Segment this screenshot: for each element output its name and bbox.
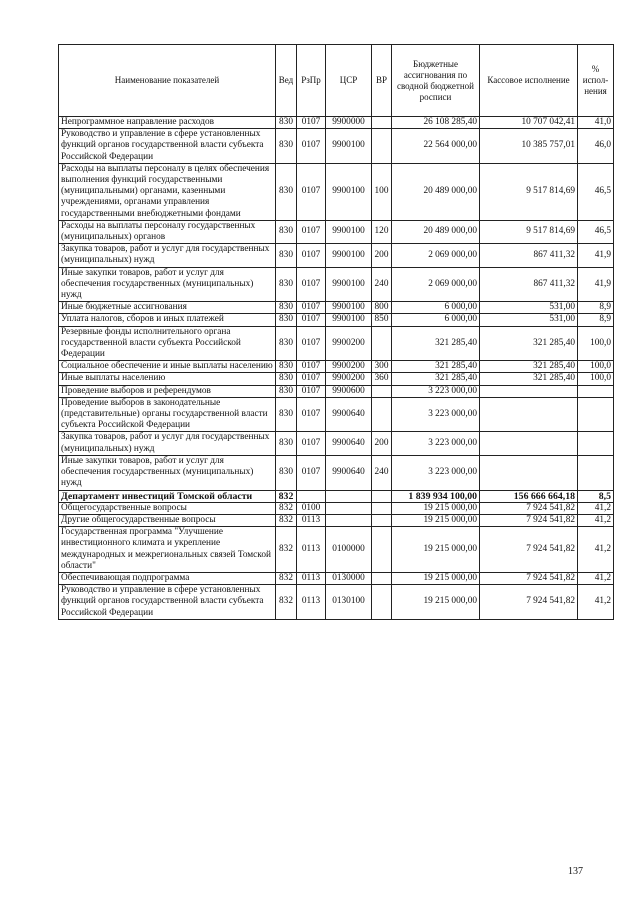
cell-budget: 6 000,00 (392, 302, 480, 314)
cell-ved: 830 (276, 117, 297, 129)
cell-rzpr: 0113 (297, 527, 326, 573)
cell-pct: 41,0 (578, 117, 614, 129)
cell-budget: 3 223 000,00 (392, 385, 480, 397)
cell-vr (372, 585, 392, 620)
cell-pct: 8,5 (578, 490, 614, 502)
cell-cash: 156 666 664,18 (480, 490, 578, 502)
table-row (59, 361, 614, 373)
cell-vr (372, 385, 392, 397)
cell-ved: 830 (276, 385, 297, 397)
cell-cash: 9 517 814,69 (480, 220, 578, 243)
cell-cash: 321 285,40 (480, 361, 578, 373)
cell-name: Расходы на выплаты персоналу государственных (муниципальных) органов (59, 220, 276, 243)
cell-name: Социальное обеспечение и иные выплаты населению (59, 361, 276, 373)
cell-cash: 7 924 541,82 (480, 527, 578, 573)
cell-cash: 7 924 541,82 (480, 502, 578, 514)
cell-pct: 8,9 (578, 314, 614, 326)
header-rzpr: РзПр (297, 45, 326, 117)
cell-pct: 41,2 (578, 585, 614, 620)
cell-vr: 240 (372, 267, 392, 302)
cell-csr (326, 502, 372, 514)
cell-ved: 830 (276, 361, 297, 373)
cell-rzpr: 0107 (297, 385, 326, 397)
header-csr: ЦСР (326, 45, 372, 117)
cell-name: Обеспечивающая подпрограмма (59, 572, 276, 584)
table-row (59, 514, 614, 526)
cell-cash: 867 411,32 (480, 244, 578, 267)
cell-cash (480, 397, 578, 432)
table-row (59, 267, 614, 302)
cell-name: Закупка товаров, работ и услуг для государственных (муниципальных) нужд (59, 244, 276, 267)
cell-csr: 9900640 (326, 455, 372, 490)
cell-csr: 9900200 (326, 373, 372, 385)
cell-vr: 240 (372, 455, 392, 490)
cell-vr (372, 572, 392, 584)
table-row (59, 373, 614, 385)
cell-pct: 41,2 (578, 527, 614, 573)
cell-vr: 850 (372, 314, 392, 326)
cell-rzpr: 0107 (297, 163, 326, 220)
cell-budget: 19 215 000,00 (392, 527, 480, 573)
cell-name: Иные закупки товаров, работ и услуг для обеспечения государственных (муниципальных) нужд (59, 267, 276, 302)
cell-budget: 321 285,40 (392, 373, 480, 385)
cell-name: Проведение выборов в законодательные (представительные) органы государственной власти субъекта Российской Федерации (59, 397, 276, 432)
cell-csr: 9900100 (326, 314, 372, 326)
cell-ved: 830 (276, 244, 297, 267)
cell-name: Иные выплаты населению (59, 373, 276, 385)
cell-vr: 800 (372, 302, 392, 314)
cell-name: Руководство и управление в сфере установленных функций органов государственной власти субъекта Российской Федерации (59, 585, 276, 620)
cell-pct: 100,0 (578, 373, 614, 385)
table-row (59, 129, 614, 164)
cell-csr: 9900100 (326, 244, 372, 267)
cell-cash: 7 924 541,82 (480, 572, 578, 584)
cell-rzpr: 0113 (297, 585, 326, 620)
cell-name: Иные бюджетные ассигнования (59, 302, 276, 314)
cell-cash: 10 385 757,01 (480, 129, 578, 164)
cell-csr: 9900200 (326, 361, 372, 373)
cell-budget: 19 215 000,00 (392, 585, 480, 620)
table-row (59, 385, 614, 397)
cell-cash: 321 285,40 (480, 373, 578, 385)
cell-name: Департамент инвестиций Томской области (59, 490, 276, 502)
cell-budget: 19 215 000,00 (392, 514, 480, 526)
cell-rzpr: 0107 (297, 455, 326, 490)
cell-cash (480, 455, 578, 490)
header-row (59, 45, 614, 117)
table-row (59, 432, 614, 455)
table-row (59, 397, 614, 432)
cell-rzpr: 0107 (297, 267, 326, 302)
cell-name: Руководство и управление в сфере установленных функций органов государственной власти субъекта Российской Федерации (59, 129, 276, 164)
table-row (59, 326, 614, 361)
cell-vr (372, 514, 392, 526)
cell-csr: 9900100 (326, 220, 372, 243)
table-row (59, 220, 614, 243)
cell-pct (578, 397, 614, 432)
header-budget: Бюджетные ассигнования по сводной бюджетной росписи (392, 45, 480, 117)
cell-rzpr: 0107 (297, 244, 326, 267)
cell-rzpr: 0107 (297, 302, 326, 314)
cell-rzpr: 0113 (297, 514, 326, 526)
cell-ved: 830 (276, 163, 297, 220)
cell-csr (326, 514, 372, 526)
header-vr: ВР (372, 45, 392, 117)
cell-rzpr: 0107 (297, 117, 326, 129)
cell-pct: 100,0 (578, 326, 614, 361)
cell-pct: 41,2 (578, 572, 614, 584)
cell-ved: 830 (276, 455, 297, 490)
table-row (59, 527, 614, 573)
cell-ved: 832 (276, 572, 297, 584)
cell-csr: 9900600 (326, 385, 372, 397)
table-body (59, 117, 614, 620)
cell-ved: 830 (276, 397, 297, 432)
cell-pct: 41,2 (578, 502, 614, 514)
table-row (59, 572, 614, 584)
cell-pct: 46,0 (578, 129, 614, 164)
cell-rzpr: 0107 (297, 129, 326, 164)
cell-vr: 360 (372, 373, 392, 385)
header-cash: Кассовое исполнение (480, 45, 578, 117)
cell-budget: 20 489 000,00 (392, 163, 480, 220)
cell-ved: 830 (276, 314, 297, 326)
cell-cash: 867 411,32 (480, 267, 578, 302)
cell-rzpr: 0107 (297, 373, 326, 385)
cell-ved: 830 (276, 267, 297, 302)
cell-name: Резервные фонды исполнительного органа государственной власти субъекта Российской Федерации (59, 326, 276, 361)
header-pct: % испол-нения (578, 45, 614, 117)
cell-vr: 200 (372, 432, 392, 455)
cell-vr: 300 (372, 361, 392, 373)
cell-csr: 0130100 (326, 585, 372, 620)
table-row (59, 314, 614, 326)
cell-budget: 26 108 285,40 (392, 117, 480, 129)
cell-csr (326, 490, 372, 502)
cell-name: Проведение выборов и референдумов (59, 385, 276, 397)
cell-budget: 3 223 000,00 (392, 397, 480, 432)
cell-rzpr: 0107 (297, 314, 326, 326)
cell-budget: 1 839 934 100,00 (392, 490, 480, 502)
header-ved: Вед (276, 45, 297, 117)
cell-name: Непрограммное направление расходов (59, 117, 276, 129)
cell-ved: 832 (276, 490, 297, 502)
table-row (59, 585, 614, 620)
cell-csr: 9900100 (326, 129, 372, 164)
cell-pct: 100,0 (578, 361, 614, 373)
cell-ved: 830 (276, 326, 297, 361)
cell-ved: 832 (276, 585, 297, 620)
cell-budget: 19 215 000,00 (392, 502, 480, 514)
cell-vr: 100 (372, 163, 392, 220)
table-row (59, 117, 614, 129)
cell-pct (578, 455, 614, 490)
cell-budget: 22 564 000,00 (392, 129, 480, 164)
cell-name: Другие общегосударственные вопросы (59, 514, 276, 526)
cell-ved: 830 (276, 220, 297, 243)
cell-pct: 41,9 (578, 244, 614, 267)
cell-pct: 46,5 (578, 163, 614, 220)
cell-cash: 531,00 (480, 314, 578, 326)
cell-ved: 830 (276, 129, 297, 164)
cell-cash (480, 385, 578, 397)
cell-csr: 9900100 (326, 302, 372, 314)
cell-vr: 120 (372, 220, 392, 243)
cell-vr (372, 490, 392, 502)
cell-csr: 9900200 (326, 326, 372, 361)
cell-budget: 2 069 000,00 (392, 267, 480, 302)
header-name: Наименование показателей (59, 45, 276, 117)
cell-name: Общегосударственные вопросы (59, 502, 276, 514)
cell-csr: 9900640 (326, 397, 372, 432)
cell-rzpr: 0107 (297, 220, 326, 243)
cell-name: Иные закупки товаров, работ и услуг для обеспечения государственных (муниципальных) нужд (59, 455, 276, 490)
cell-csr: 9900000 (326, 117, 372, 129)
cell-name: Государственная программа "Улучшение инвестиционного климата и укрепление международных и межрегиональных связей Томской области" (59, 527, 276, 573)
cell-cash (480, 432, 578, 455)
cell-budget: 321 285,40 (392, 326, 480, 361)
cell-pct: 41,2 (578, 514, 614, 526)
cell-budget: 6 000,00 (392, 314, 480, 326)
cell-ved: 832 (276, 514, 297, 526)
cell-vr (372, 326, 392, 361)
cell-csr: 0100000 (326, 527, 372, 573)
cell-cash: 7 924 541,82 (480, 514, 578, 526)
table-row (59, 302, 614, 314)
cell-csr: 9900100 (326, 163, 372, 220)
cell-vr (372, 397, 392, 432)
cell-budget: 2 069 000,00 (392, 244, 480, 267)
cell-ved: 832 (276, 502, 297, 514)
cell-budget: 20 489 000,00 (392, 220, 480, 243)
cell-budget: 3 223 000,00 (392, 455, 480, 490)
cell-rzpr: 0107 (297, 361, 326, 373)
cell-csr: 9900640 (326, 432, 372, 455)
cell-rzpr: 0100 (297, 502, 326, 514)
cell-csr: 9900100 (326, 267, 372, 302)
cell-rzpr: 0107 (297, 432, 326, 455)
cell-name: Уплата налогов, сборов и иных платежей (59, 314, 276, 326)
cell-cash: 531,00 (480, 302, 578, 314)
cell-ved: 830 (276, 432, 297, 455)
table-row (59, 455, 614, 490)
cell-budget: 3 223 000,00 (392, 432, 480, 455)
cell-pct (578, 385, 614, 397)
cell-vr: 200 (372, 244, 392, 267)
table-row (59, 502, 614, 514)
cell-vr (372, 502, 392, 514)
page-number: 137 (568, 866, 583, 877)
cell-vr (372, 129, 392, 164)
cell-rzpr: 0107 (297, 326, 326, 361)
cell-cash: 321 285,40 (480, 326, 578, 361)
table-row (59, 490, 614, 502)
cell-ved: 830 (276, 302, 297, 314)
cell-vr (372, 117, 392, 129)
cell-rzpr: 0107 (297, 397, 326, 432)
cell-ved: 832 (276, 527, 297, 573)
cell-ved: 830 (276, 373, 297, 385)
cell-cash: 7 924 541,82 (480, 585, 578, 620)
cell-pct: 41,9 (578, 267, 614, 302)
budget-table (58, 44, 614, 620)
cell-name: Расходы на выплаты персоналу в целях обеспечения выполнения функций государственными (муниципальными) органами, казенными учреждениями, органами управления государственными внебюджетными фондами (59, 163, 276, 220)
cell-cash: 10 707 042,41 (480, 117, 578, 129)
cell-budget: 321 285,40 (392, 361, 480, 373)
cell-name: Закупка товаров, работ и услуг для государственных (муниципальных) нужд (59, 432, 276, 455)
cell-cash: 9 517 814,69 (480, 163, 578, 220)
table-row (59, 244, 614, 267)
cell-rzpr (297, 490, 326, 502)
cell-pct: 8,9 (578, 302, 614, 314)
cell-rzpr: 0113 (297, 572, 326, 584)
cell-csr: 0130000 (326, 572, 372, 584)
cell-budget: 19 215 000,00 (392, 572, 480, 584)
cell-vr (372, 527, 392, 573)
cell-pct (578, 432, 614, 455)
table-row (59, 163, 614, 220)
cell-pct: 46,5 (578, 220, 614, 243)
